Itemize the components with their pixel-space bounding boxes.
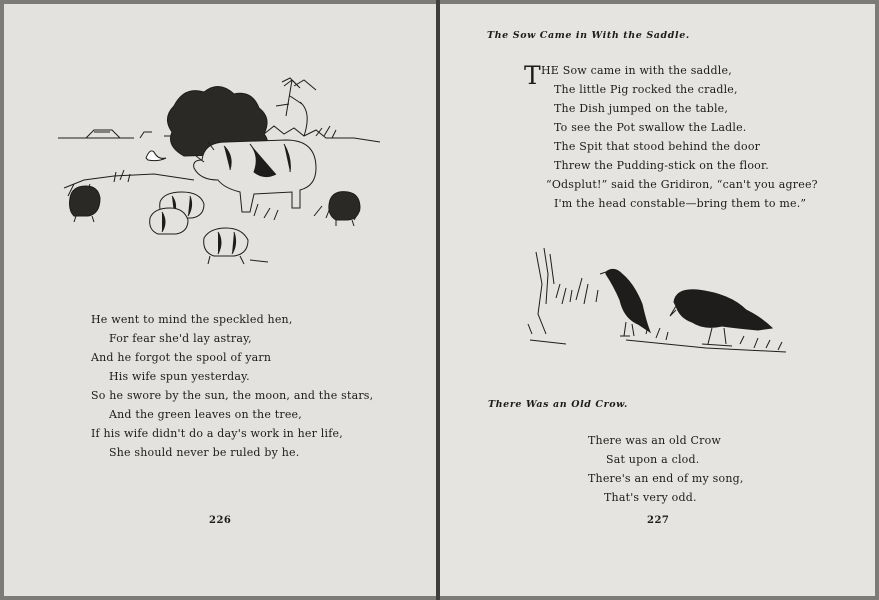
poem-line: There's an end of my song, xyxy=(588,472,744,485)
page-number: 227 xyxy=(647,515,670,526)
poem-line: To see the Pot swallow the Ladle. xyxy=(554,121,747,134)
poem-line: The Spit that stood behind the door xyxy=(554,140,761,153)
poem-line: There was an old Crow xyxy=(588,434,722,447)
poem-title: The Sow Came in With the Saddle. xyxy=(487,30,690,41)
poem-line: The Dish jumped on the table, xyxy=(554,102,729,115)
poem-line: “Odsplut!” said the Gridiron, “can't you agree? xyxy=(546,178,818,191)
pigs-illustration xyxy=(54,76,384,276)
poem-line: For fear she'd lay astray, xyxy=(109,332,252,345)
poem-line: And the green leaves on the tree, xyxy=(109,408,302,421)
page-number: 226 xyxy=(209,515,232,526)
poem-line: I'm the head constable—bring them to me.” xyxy=(554,197,807,210)
poem-line: She should never be ruled by he. xyxy=(109,446,300,459)
crows-illustration xyxy=(526,244,796,364)
drop-cap: T xyxy=(524,61,541,90)
left-page xyxy=(4,4,436,596)
poem-line: So he swore by the sun, the moon, and the stars, xyxy=(91,389,374,402)
poem-line: Threw the Pudding-stick on the floor. xyxy=(554,159,769,172)
poem-line: He went to mind the speckled hen, xyxy=(91,313,293,326)
poem-line: The little Pig rocked the cradle, xyxy=(554,83,738,96)
poem-title: There Was an Old Crow. xyxy=(488,399,628,410)
poem-line: And he forgot the spool of yarn xyxy=(91,351,272,364)
poem-line: HE Sow came in with the saddle, xyxy=(541,64,732,77)
poem-line: If his wife didn't do a day's work in her life, xyxy=(91,427,343,440)
poem-line: That's very odd. xyxy=(604,491,697,504)
poem-line: Sat upon a clod. xyxy=(606,453,700,466)
right-page xyxy=(440,4,875,596)
poem-line: His wife spun yesterday. xyxy=(109,370,250,383)
